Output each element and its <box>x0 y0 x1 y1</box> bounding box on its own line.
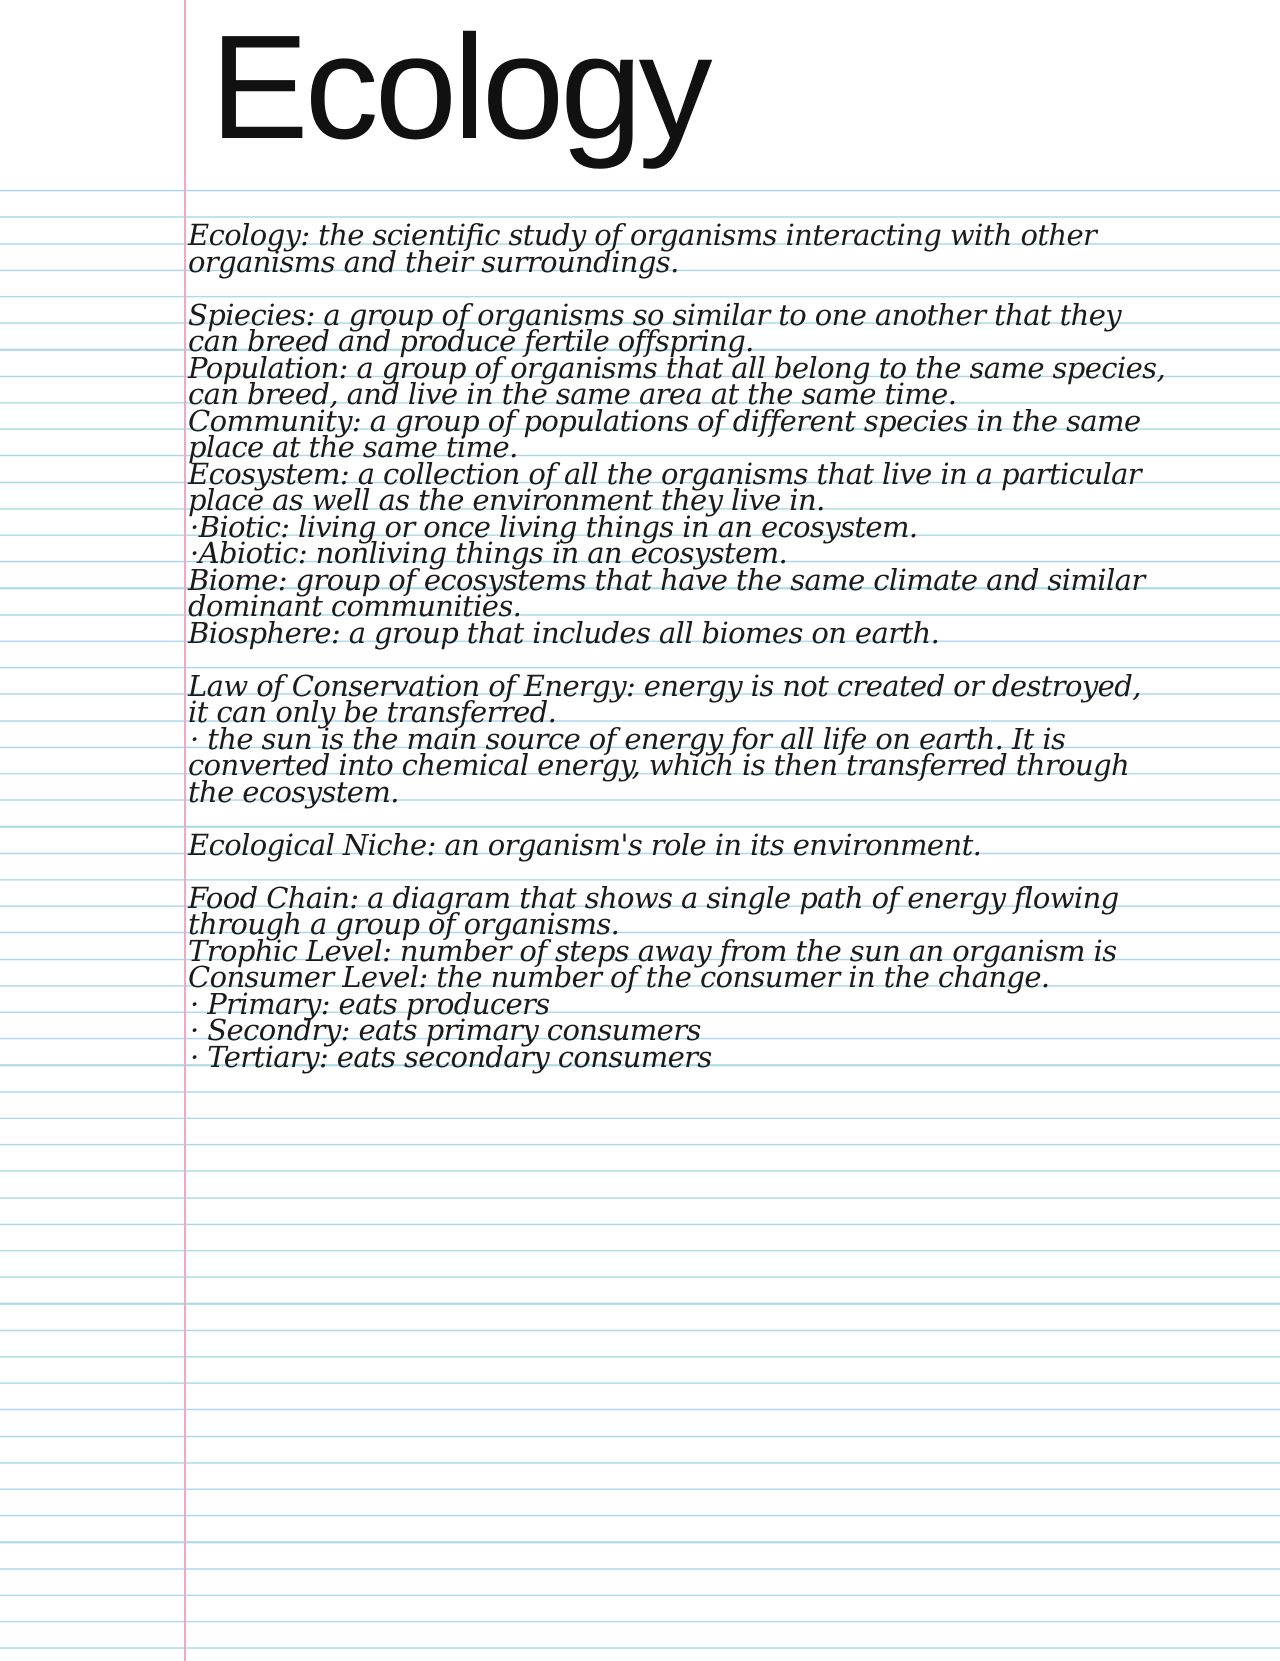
note-line: · Primary: eats producers <box>190 986 550 1021</box>
note-line: place as well as the environment they live in. <box>188 483 825 517</box>
note-line: Biome: group of ecosystems that have the same climate and similar <box>188 562 1145 597</box>
note-line: Ecosystem: a collection of all the organisms that live in a particular <box>188 456 1142 491</box>
note-line: Ecology: the scientific study of organisms interacting with other <box>188 218 1097 252</box>
page-title: Ecology <box>210 5 709 170</box>
note-line: ·Biotic: living or once living things in an ecosystem. <box>190 509 918 544</box>
note-line: organisms and their surroundings. <box>188 244 679 279</box>
note-line: it can only be transferred. <box>188 695 557 729</box>
note-line: Spiecies: a group of organisms so similar to one another that they <box>188 297 1122 332</box>
note-line: the ecosystem. <box>188 774 399 809</box>
note-line: converted into chemical energy, which is then transferred through <box>188 748 1130 782</box>
note-line: · Tertiary: eats secondary consumers <box>190 1039 712 1074</box>
margin-line <box>184 0 186 1661</box>
note-line: · Secondry: eats primary consumers <box>190 1013 701 1047</box>
note-line: can breed and produce fertile offspring. <box>188 324 754 358</box>
note-line: through a group of organisms. <box>188 907 620 941</box>
note-line: ·Abiotic: nonliving things in an ecosystem. <box>190 536 788 570</box>
note-line: Biosphere: a group that includes all biomes on earth. <box>188 615 940 650</box>
note-line: Trophic Level: number of steps away from the sun an organism is <box>188 933 1117 968</box>
notes-body <box>188 218 1273 1074</box>
note-line: Community: a group of populations of different species in the same <box>188 403 1141 438</box>
note-line: dominant communities. <box>188 589 522 623</box>
note-line: Food Chain: a diagram that shows a single path of energy flowing <box>188 880 1119 915</box>
note-line: Law of Conservation of Energy: energy is not created or destroyed, <box>188 668 1141 703</box>
note-line: Consumer Level: the number of the consumer in the change. <box>188 960 1050 994</box>
note-line: Ecological Niche: an organism's role in its environment. <box>188 827 982 862</box>
note-line: place at the same time. <box>188 430 518 464</box>
note-line: · the sun is the main source of energy for all life on earth. It is <box>190 721 1066 756</box>
note-line: Population: a group of organisms that all belong to the same species, <box>188 350 1166 385</box>
note-line: can breed, and live in the same area at the same time. <box>188 377 957 411</box>
